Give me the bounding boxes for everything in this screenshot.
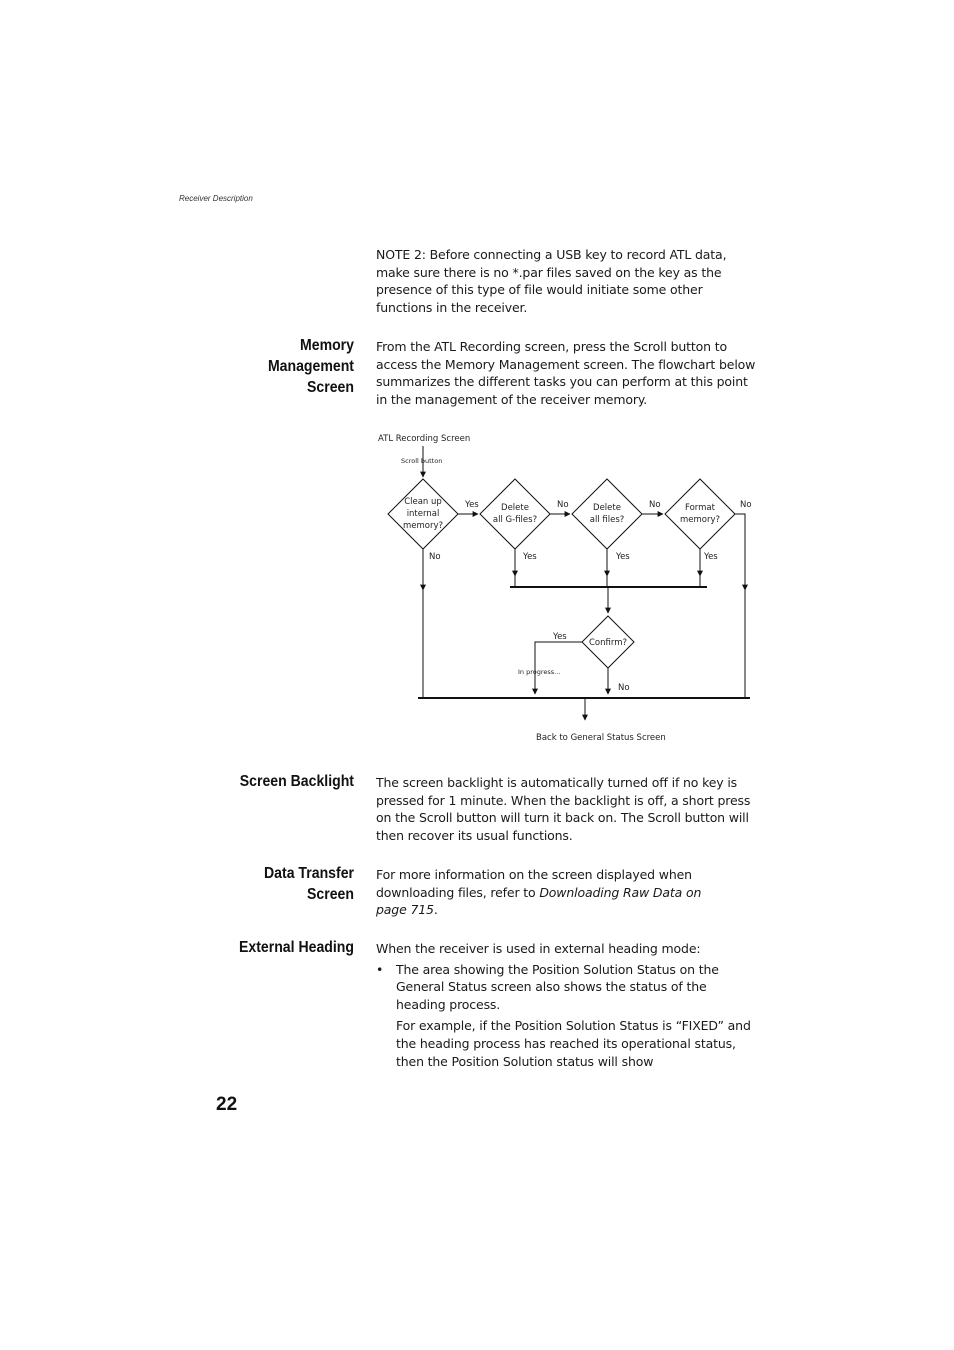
heading-line: Screen <box>307 379 354 396</box>
decision-text: all G-files? <box>492 515 538 525</box>
flowchart-svg <box>370 430 760 750</box>
decision-format-memory-diamond <box>665 479 735 549</box>
data-transfer-text-before: For more information on the screen displayed when downloading files, refer to <box>376 867 692 900</box>
heading-line: Screen Backlight <box>239 773 354 790</box>
data-transfer-heading <box>204 863 354 905</box>
no-label: No <box>649 500 661 510</box>
page-number: 22 <box>216 1094 238 1115</box>
yes-label: Yes <box>465 500 479 510</box>
external-heading-text <box>376 940 758 1070</box>
decision-delete-g-files-diamond <box>480 479 550 549</box>
flowchart-end-label: Back to General Status Screen <box>536 733 666 743</box>
decision-text: Format <box>685 503 715 513</box>
yes-label: Yes <box>704 552 718 562</box>
no-label: No <box>429 552 441 562</box>
heading-line: Management <box>267 358 354 375</box>
decision-text: Delete <box>501 503 529 513</box>
decision-text: Clean up <box>404 497 442 507</box>
screen-backlight-text <box>376 774 758 844</box>
yes-label: Yes <box>616 552 630 562</box>
external-heading-heading <box>204 937 354 958</box>
decision-text: memory? <box>679 515 721 525</box>
in-progress-label: In progress... <box>518 668 561 676</box>
note-2-paragraph: NOTE 2: Before connecting a USB key to record ATL data, make sure there is no *.par files saved on the key as the presence of this type of file would initiate some other functions in the receiver. <box>376 247 727 315</box>
bullet-mark: • <box>376 961 384 977</box>
running-head: Receiver Description <box>179 194 253 203</box>
memory-management-flowchart <box>370 430 760 750</box>
connector-line <box>735 514 745 590</box>
example-paragraph: For example, if the Position Solution Status is “FIXED” and the heading process has reached its operational status, then the Position Solution status will show <box>396 1018 751 1069</box>
downloading-raw-data-link[interactable]: Downloading Raw Data on page 715 <box>376 884 702 918</box>
flowchart-start-label: ATL Recording Screen <box>378 434 471 444</box>
note-2-text <box>376 246 758 316</box>
decision-text: memory? <box>402 521 444 531</box>
no-label: No <box>618 683 630 693</box>
screen-backlight-heading <box>204 771 354 792</box>
no-label: No <box>740 500 752 510</box>
data-transfer-text <box>376 866 706 919</box>
external-heading-intro: When the receiver is used in external heading mode: <box>376 941 701 956</box>
heading-line: Data Transfer <box>264 865 354 882</box>
yes-label: Yes <box>523 552 537 562</box>
memory-management-text <box>376 338 758 408</box>
decision-text: internal <box>406 509 440 519</box>
heading-line: Screen <box>307 886 354 903</box>
no-label: No <box>557 500 569 510</box>
yes-label: Yes <box>553 632 567 642</box>
confirm-text: Confirm? <box>588 638 628 648</box>
bullet-item <box>376 961 758 1014</box>
memory-management-heading <box>204 335 354 398</box>
heading-line: Memory <box>300 337 354 354</box>
data-transfer-paragraph <box>376 866 706 919</box>
decision-delete-all-files-diamond <box>572 479 642 549</box>
decision-text: Delete <box>593 503 621 513</box>
memory-management-paragraph: From the ATL Recording screen, press the Scroll button to access the Memory Management screen. The flowchart below summarizes the different tasks you can perform at this point in the management of the receiver memory. <box>376 339 756 407</box>
bullet-text: The area showing the Position Solution Status on the General Status screen also shows the status of the heading process. <box>396 961 719 1012</box>
screen-backlight-paragraph: The screen backlight is automatically turned off if no key is pressed for 1 minute. When the backlight is off, a short press on the Scroll button will turn it back on. The Scroll button will then recover its usual functions. <box>376 775 751 843</box>
heading-line: External Heading <box>238 939 354 956</box>
flowchart-scroll-label: Scroll button <box>401 457 443 465</box>
connector-line <box>535 642 582 692</box>
data-transfer-text-after: . <box>433 902 438 918</box>
decision-text: all files? <box>589 515 625 525</box>
